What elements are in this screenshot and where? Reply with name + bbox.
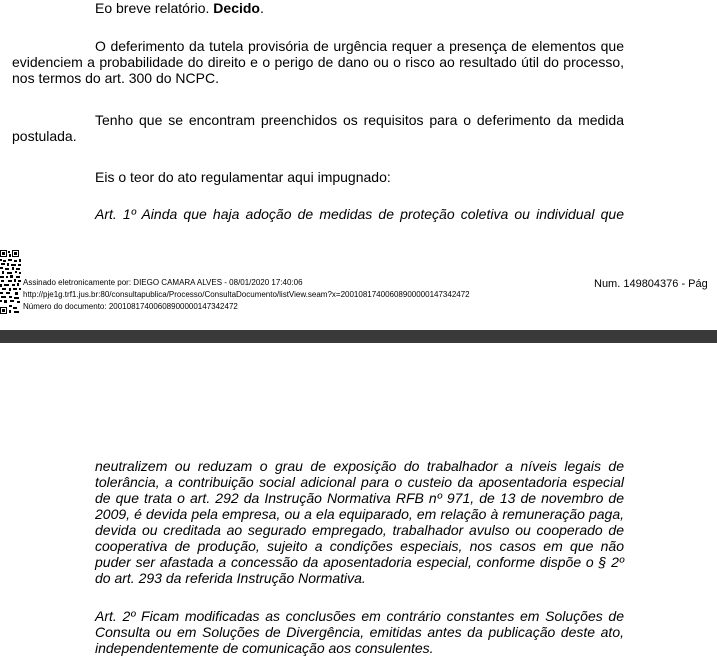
document-number: Número do documento: 20010817400608900000147342472	[23, 302, 238, 311]
paragraph-teor: Eis o teor do ato regulamentar aqui impugnado:	[95, 169, 391, 185]
document-page-1	[0, 0, 717, 330]
art2-paragraph: Art. 2º Ficam modificadas as conclusões em contrário constantes em Soluções de Consulta ou em Soluções de Divergência, emitidas antes da publicação deste ato, independentemente de comunicação aos consulentes.	[95, 608, 624, 656]
document-page-2	[0, 343, 717, 668]
signature-line: Assinado eletronicamente por: DIEGO CAMARA ALVES - 08/01/2020 17:40:06	[23, 278, 303, 287]
qr-code-icon	[0, 250, 22, 314]
page-separator	[0, 330, 717, 343]
page-number: Num. 149804376 - Pág	[594, 278, 708, 290]
report-line: Eo breve relatório. Decido.	[95, 0, 264, 16]
art1-start: Art. 1º Ainda que haja adoção de medidas de proteção coletiva ou individual que	[95, 206, 624, 222]
paragraph-requisitos: Tenho que se encontram preenchidos os requisitos para o deferimento da medida postulada.	[12, 112, 624, 144]
art1-continuation: neutralizem ou reduzam o grau de exposição do trabalhador a níveis legais de tolerância, a contribuição social adicional para o custeio da aposentadoria especial de que trata o art. 292 da Instrução Normativa RFB nº 971, de 13 de novembro de 2009, é devida pela empresa, ou a ela equiparado, em relação à remuneração paga, devida ou creditada ao segurado empregado, trabalhador avulso ou cooperado de cooperativa de produção, sujeito a condições especiais, nos casos em que não puder ser afastada a concessão da aposentadoria especial, conforme dispõe o § 2º do art. 293 da referida Instrução Normativa.	[95, 458, 624, 586]
paragraph-tutela: O deferimento da tutela provisória de urgência requer a presença de elementos que evidenciem a probabilidade do direito e o perigo de dano ou o risco ao resultado útil do processo, nos termos do art. 300 do NCPC.	[12, 38, 624, 86]
document-url[interactable]: http://pje1g.trf1.jus.br:80/consultapublica/Processo/ConsultaDocumento/listView.seam?x=20010817400608900000147342472	[23, 290, 470, 299]
